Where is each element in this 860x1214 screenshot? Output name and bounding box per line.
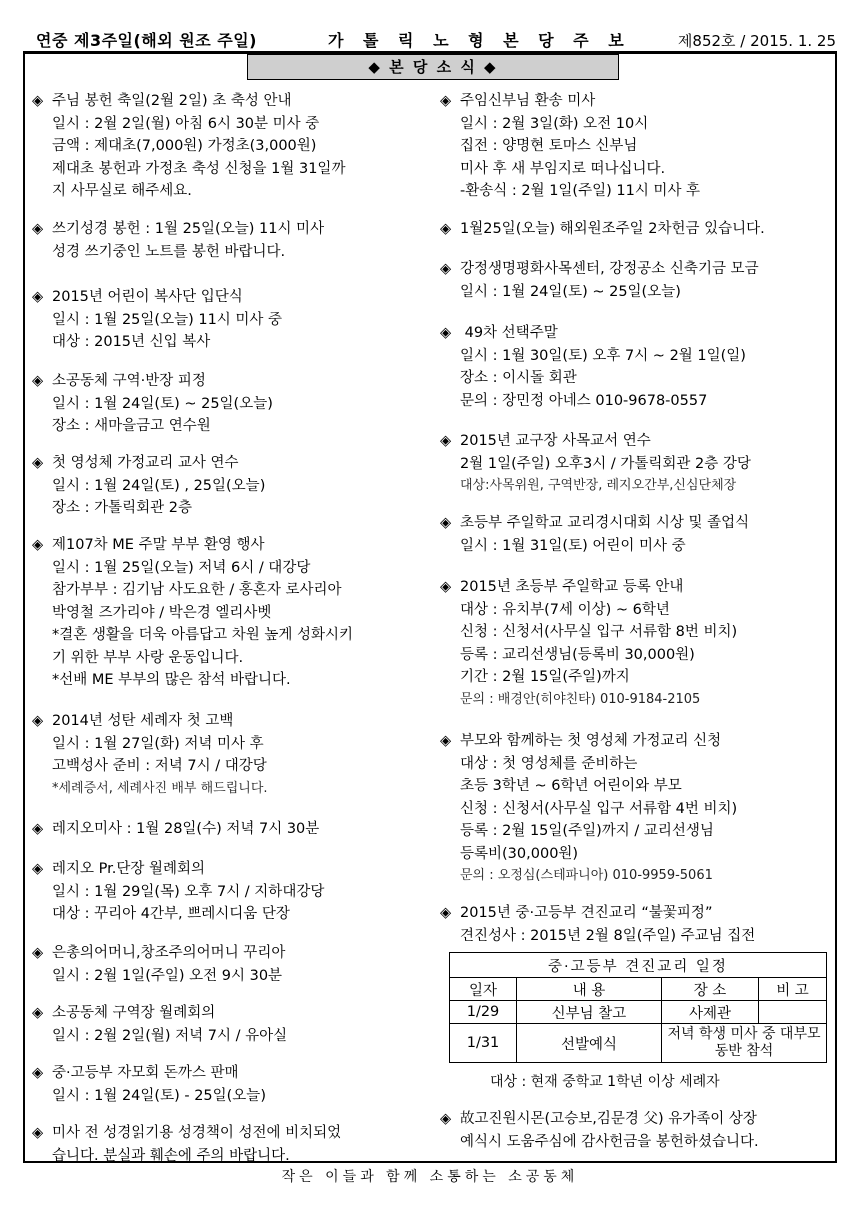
notice-line: 습니다. 분실과 훼손에 주의 바랍니다.	[52, 1147, 290, 1164]
notice-title	[32, 534, 437, 557]
notice-item	[32, 1062, 437, 1107]
notice-line: 일시 : 1월 25일(오늘) 저녁 6시 / 대강당	[52, 559, 311, 576]
notice-title	[440, 512, 835, 535]
footer-slogan: 작은 이들과 함께 소통하는 소공동체	[281, 1169, 579, 1185]
notice-line: 대상 : 유치부(7세 이상) ~ 6학년	[460, 601, 670, 618]
diamond-bullet-icon: ◈	[32, 861, 44, 877]
diamond-bullet-icon: ◈	[32, 289, 44, 305]
notice-line: 미사 후 새 부임지로 떠나십니다.	[460, 160, 666, 177]
notice-line: 일시 : 1월 27일(화) 저녁 미사 후	[52, 735, 264, 752]
notice-item	[32, 858, 437, 926]
notice-line: 문의 : 장민정 아네스 010-9678-0557	[460, 392, 708, 409]
diamond-bullet-icon: ◈	[440, 733, 452, 749]
notice-note: 문의 : 오정심(스테파니아) 010-9959-5061	[460, 868, 713, 883]
notice-title	[32, 818, 437, 841]
notice-item	[32, 218, 437, 263]
notice-line: 일시 : 1월 29일(목) 오후 7시 / 지하대강당	[52, 883, 325, 900]
bulletin-header	[36, 28, 836, 52]
notice-line: 등록비(30,000원)	[460, 845, 579, 862]
notice-title-text: 2015년 어린이 복사단 입단식	[52, 289, 243, 305]
notice-item	[440, 512, 835, 557]
notice-line: 일시 : 1월 31일(토) 어린이 미사 중	[460, 537, 686, 554]
notice-title-text: 2015년 초등부 주일학교 등록 안내	[460, 579, 684, 595]
notice-note: 문의 : 배경안(히야친타) 010-9184-2105	[460, 691, 701, 707]
diamond-bullet-icon: ◈	[32, 821, 44, 837]
diamond-bullet-icon: ◈	[440, 221, 452, 237]
liturgical-day: 연중 제3주일(해외 원조 주일)	[36, 31, 257, 50]
notice-title	[32, 370, 437, 393]
notice-item	[440, 90, 835, 203]
notice-title-text: 49차 선택주말	[460, 325, 558, 341]
notice-title-text: 레지오미사 : 1월 28일(수) 저녁 7시 30분	[52, 821, 320, 837]
section-banner: ◆ 본 당 소 식 ◆	[247, 54, 619, 80]
notice-line: 기 위한 부부 사랑 운동입니다.	[52, 649, 244, 666]
notice-line: 기간 : 2월 15일(주일)까지	[460, 669, 630, 685]
notice-line: 대상 : 2015년 신입 복사	[52, 334, 211, 350]
notice-title-text: 쓰기성경 봉헌 : 1월 25일(오늘) 11시 미사	[52, 221, 325, 237]
notice-title	[440, 322, 835, 345]
table-row	[450, 1001, 827, 1024]
notice-title	[32, 1062, 437, 1085]
notice-line: 장소 : 이시돌 회관	[460, 370, 577, 386]
notice-title-text: 소공동체 구역·반장 피정	[52, 373, 206, 389]
notice-item	[32, 942, 437, 987]
diamond-bullet-icon: ◈	[32, 455, 44, 471]
notice-item	[32, 1122, 437, 1167]
schedule-header-date: 일자	[450, 978, 517, 1001]
diamond-bullet-icon: ◈	[440, 261, 452, 277]
bulletin-title: 가 톨 릭 노 형 본 당 주 보	[328, 31, 631, 50]
notice-line: 성경 쓰기중인 노트를 봉헌 바랍니다.	[52, 243, 286, 260]
diamond-bullet-icon: ◈	[32, 373, 44, 389]
notice-line: 일시 : 2월 2일(월) 아침 6시 30분 미사 중	[52, 115, 320, 132]
notice-title	[32, 90, 437, 113]
notice-item	[32, 452, 437, 520]
notice-line: 등록 : 2월 15일(주일)까지 / 교리선생님	[460, 823, 714, 839]
diamond-bullet-icon: ◈	[32, 537, 44, 553]
notice-title-text: 故고진원시몬(고승보,김문경 父) 유가족이 상장	[460, 1111, 757, 1127]
diamond-bullet-icon: ◈	[440, 515, 452, 531]
schedule-cell: 1/29	[450, 1001, 517, 1024]
notice-line: 일시 : 1월 24일(토) ~ 25일(오늘)	[460, 283, 681, 300]
notice-line: *결혼 생활을 더욱 아름답고 차원 높게 성화시키	[52, 627, 354, 643]
notice-line: 집전 : 양명현 토마스 신부님	[460, 138, 638, 154]
notice-title	[440, 258, 835, 281]
diamond-bullet-icon: ◈	[32, 1005, 44, 1021]
notice-title	[32, 218, 437, 241]
notice-item	[32, 370, 437, 438]
notice-line: -환송식 : 2월 1일(주일) 11시 미사 후	[460, 183, 701, 199]
notice-title-text: 부모와 함께하는 첫 영성체 가정교리 신청	[460, 733, 722, 749]
notice-item	[32, 534, 437, 692]
diamond-bullet-icon: ◈	[32, 945, 44, 961]
notice-title	[32, 858, 437, 881]
notice-title	[32, 942, 437, 965]
notice-item	[32, 1002, 437, 1047]
confirmation-schedule-table	[449, 952, 827, 1063]
notice-line: 일시 : 1월 25일(오늘) 11시 미사 중	[52, 311, 283, 328]
schedule-cell: 1/31	[450, 1024, 517, 1063]
diamond-bullet-icon: ◈	[440, 325, 452, 341]
notice-title	[440, 218, 835, 241]
notice-title-text: 2015년 중·고등부 견진교리 “불꽃피정”	[460, 905, 713, 921]
notice-line: 예식시 도움주심에 감사헌금을 봉헌하셨습니다.	[460, 1133, 759, 1150]
table-row	[450, 1024, 827, 1063]
notice-line: 일시 : 1월 24일(토) ~ 25일(오늘)	[52, 395, 273, 412]
notice-item	[440, 1108, 835, 1153]
notice-line: 일시 : 1월 24일(토) , 25일(오늘)	[52, 477, 266, 494]
notice-note: 대상:사목위원, 구역반장, 레지오간부,신심단체장	[460, 478, 737, 493]
notice-note: *세례증서, 세례사진 배부 해드립니다.	[52, 780, 268, 796]
notice-line: 일시 : 1월 24일(토) - 25일(오늘)	[52, 1087, 266, 1104]
diamond-bullet-icon: ◈	[440, 433, 452, 449]
notice-title	[32, 1122, 437, 1145]
notice-line: 일시 : 2월 3일(화) 오전 10시	[460, 115, 649, 132]
notice-line: 금액 : 제대초(7,000원) 가정초(3,000원)	[52, 138, 317, 154]
diamond-bullet-icon: ◈	[440, 579, 452, 595]
schedule-caption: 중·고등부 견진교리 일정	[450, 953, 827, 978]
notice-line: 참가부부 : 김기남 사도요한 / 홍혼자 로사리아	[52, 582, 342, 598]
notice-title-text: 초등부 주일학교 교리경시대회 시상 및 졸업식	[460, 515, 750, 531]
notice-line: 등록 : 교리선생님(등록비 30,000원)	[460, 646, 695, 663]
notice-line: 대상 : 첫 영성체를 준비하는	[460, 755, 638, 772]
schedule-note: 대상 : 현재 중학교 1학년 이상 세례자	[490, 1074, 720, 1090]
schedule-header-content: 내 용	[517, 978, 662, 1001]
notice-line: *선배 ME 부부의 많은 참석 바랍니다.	[52, 672, 291, 688]
notice-title-text: 강정생명평화사목센터, 강정공소 신축기금 모금	[460, 261, 759, 277]
notice-line: 일시 : 2월 1일(주일) 오전 9시 30분	[52, 967, 283, 984]
notice-title-text: 2014년 성탄 세례자 첫 고백	[52, 713, 234, 729]
issue-number-date: 제852호 / 2015. 1. 25	[677, 32, 836, 50]
notice-item	[32, 710, 437, 800]
notice-title-text: 1월25일(오늘) 해외원조주일 2차헌금 있습니다.	[460, 221, 765, 237]
notice-line: 신청 : 신청서(사무실 입구 서류함 8번 비치)	[460, 624, 738, 640]
notice-title	[32, 710, 437, 733]
notice-title-text: 제107차 ME 주말 부부 환영 행사	[52, 537, 265, 553]
notice-item	[32, 286, 437, 354]
notice-title	[440, 90, 835, 113]
schedule-cell: 신부님 찰고	[517, 1001, 662, 1024]
notice-title-text: 중·고등부 자모회 돈까스 판매	[52, 1065, 239, 1081]
notice-title	[440, 576, 835, 599]
notice-title-text: 은총의어머니,창조주의어머니 꾸리아	[52, 945, 286, 961]
notice-title	[32, 1002, 437, 1025]
notice-title-text: 2015년 교구장 사목교서 연수	[460, 433, 651, 449]
diamond-bullet-icon: ◈	[32, 93, 44, 109]
diamond-bullet-icon: ◈	[32, 1065, 44, 1081]
notice-item	[440, 430, 835, 498]
schedule-header-remarks: 비 고	[759, 978, 827, 1001]
schedule-cell: 저녁 학생 미사 중 대부모 동반 참석	[662, 1024, 827, 1063]
notice-title-text: 소공동체 구역장 월례회의	[52, 1005, 216, 1021]
schedule-cell: 선발예식	[517, 1024, 662, 1063]
notice-line: 대상 : 꾸리아 4간부, 쁘레시디움 단장	[52, 906, 290, 922]
schedule-cell	[759, 1001, 827, 1024]
notice-item	[32, 818, 437, 841]
notice-line: 초등 3학년 ~ 6학년 어린이와 부모	[460, 778, 682, 794]
notice-item	[32, 90, 437, 203]
notice-title	[440, 730, 835, 753]
notice-title	[440, 430, 835, 453]
notice-title	[440, 1108, 835, 1131]
notice-title-text: 주임신부님 환송 미사	[460, 93, 596, 109]
notice-title-text: 첫 영성체 가정교리 교사 연수	[52, 455, 239, 471]
notice-line: 장소 : 새마을금고 연수원	[52, 418, 211, 434]
schedule-header-place: 장 소	[662, 978, 759, 1001]
schedule-cell: 사제관	[662, 1001, 759, 1024]
notice-item	[440, 322, 835, 412]
notice-title-text: 미사 전 성경읽기용 성경책이 성전에 비치되었	[52, 1125, 342, 1141]
notice-title-text: 레지오 Pr.단장 월례회의	[52, 861, 206, 877]
diamond-bullet-icon: ◈	[32, 713, 44, 729]
notice-line: 일시 : 1월 30일(토) 오후 7시 ~ 2월 1일(일)	[460, 347, 746, 364]
notice-item	[440, 902, 835, 947]
diamond-bullet-icon: ◈	[32, 221, 44, 237]
notice-title	[32, 452, 437, 475]
notice-line: 제대초 봉헌과 가정초 축성 신청을 1월 31일까	[52, 160, 346, 177]
notice-line: 지 사무실로 해주세요.	[52, 183, 192, 199]
notice-title-text: 주님 봉헌 축일(2월 2일) 초 축성 안내	[52, 93, 292, 109]
notice-item	[440, 258, 835, 303]
notice-title	[440, 902, 835, 925]
notice-line: 일시 : 2월 2일(월) 저녁 7시 / 유아실	[52, 1027, 288, 1044]
notice-line: 2월 1일(주일) 오후3시 / 가톨릭회관 2층 강당	[460, 455, 751, 472]
notice-line: 견진성사 : 2015년 2월 8일(주일) 주교님 집전	[460, 927, 756, 944]
notice-line: 고백성사 준비 : 저녁 7시 / 대강당	[52, 758, 267, 774]
diamond-bullet-icon: ◈	[440, 905, 452, 921]
notice-line: 박영철 즈가리야 / 박은경 엘리사벳	[52, 604, 272, 621]
notice-line: 장소 : 가톨릭회관 2층	[52, 500, 192, 516]
notice-item	[440, 576, 835, 711]
notice-item	[440, 730, 835, 888]
diamond-bullet-icon: ◈	[440, 1111, 452, 1127]
notice-title	[32, 286, 437, 309]
diamond-bullet-icon: ◈	[440, 93, 452, 109]
notice-item	[440, 218, 835, 241]
diamond-bullet-icon: ◈	[32, 1125, 44, 1141]
notice-line: 신청 : 신청서(사무실 입구 서류함 4번 비치)	[460, 800, 738, 817]
